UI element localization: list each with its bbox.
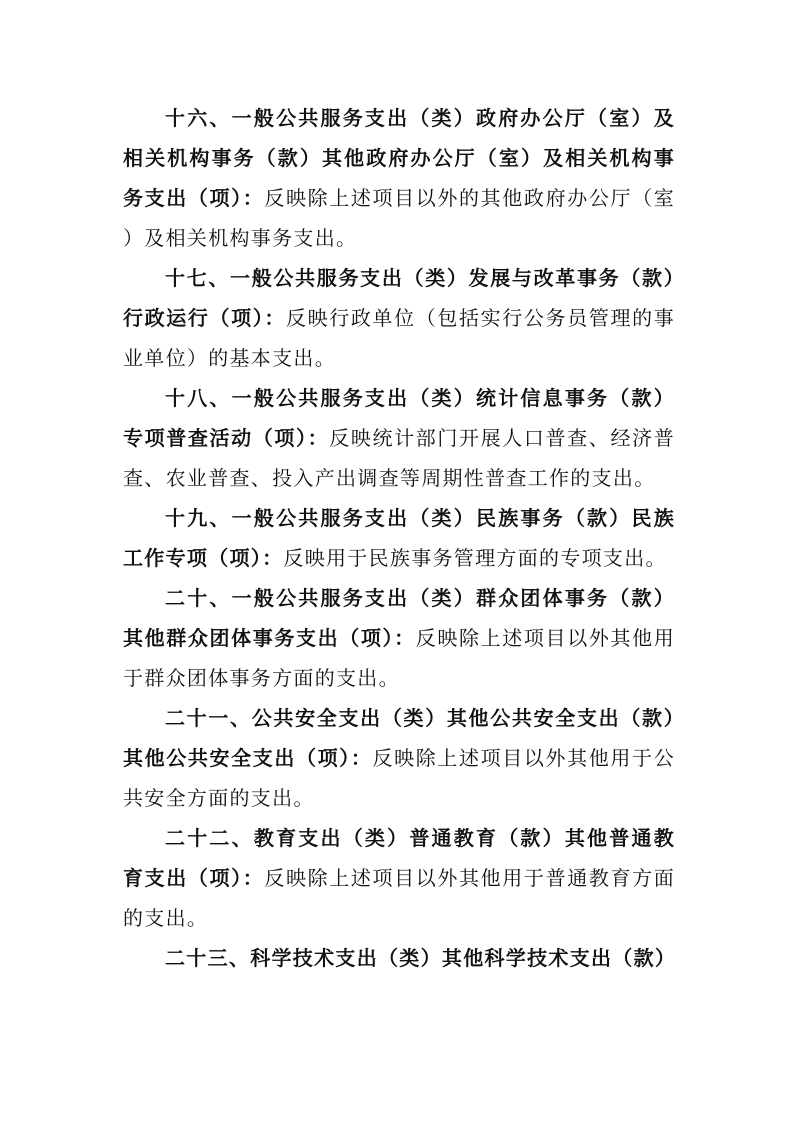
paragraph-23 <box>123 938 675 978</box>
paragraph-16 <box>123 98 675 258</box>
paragraph-heading: 二十三、科学技术支出（类）其他科学技术支出（款） <box>165 946 677 970</box>
paragraph-heading: 二十一、公共安全支出（类）其他公共安全支出（款）其他公共安全支出（项）： <box>123 706 675 770</box>
paragraph-text: 反映除上述项目以外的其他政府办公厅（室）及相关机构事务支出。 <box>123 186 676 250</box>
paragraph-17 <box>123 258 675 378</box>
paragraph-text: 反映除上述项目以外其他用于普通教育方面的支出。 <box>123 866 676 930</box>
paragraph-19 <box>123 498 675 578</box>
paragraph-text: 反映统计部门开展人口普查、经济普查、农业普查、投入产出调查等周期性普查工作的支出。 <box>123 426 675 490</box>
paragraph-heading: 十八、一般公共服务支出（类）统计信息事务（款）专项普查活动（项）： <box>123 386 675 450</box>
document-body <box>123 98 675 978</box>
paragraph-22 <box>123 818 675 938</box>
paragraph-heading: 二十二、教育支出（类）普通教育（款）其他普通教育支出（项）： <box>123 826 675 890</box>
paragraph-heading: 十六、一般公共服务支出（类）政府办公厅（室）及相关机构事务（款）其他政府办公厅（室）及相关机构事务支出（项）： <box>123 106 675 210</box>
paragraph-text: 反映用于民族事务管理方面的专项支出。 <box>283 546 667 570</box>
paragraph-text: 反映除上述项目以外其他用于公共安全方面的支出。 <box>123 746 675 810</box>
paragraph-text: 反映除上述项目以外其他用于群众团体事务方面的支出。 <box>123 626 675 690</box>
paragraph-21 <box>123 698 675 818</box>
paragraph-heading: 二十、一般公共服务支出（类）群众团体事务（款）其他群众团体事务支出（项）： <box>123 586 675 650</box>
paragraph-heading: 十九、一般公共服务支出（类）民族事务（款）民族工作专项（项）： <box>123 506 675 570</box>
paragraph-text: 反映行政单位（包括实行公务员管理的事业单位）的基本支出。 <box>123 306 675 370</box>
paragraph-20 <box>123 578 675 698</box>
paragraph-18 <box>123 378 675 498</box>
paragraph-heading: 十七、一般公共服务支出（类）发展与改革事务（款）行政运行（项）： <box>123 266 675 330</box>
